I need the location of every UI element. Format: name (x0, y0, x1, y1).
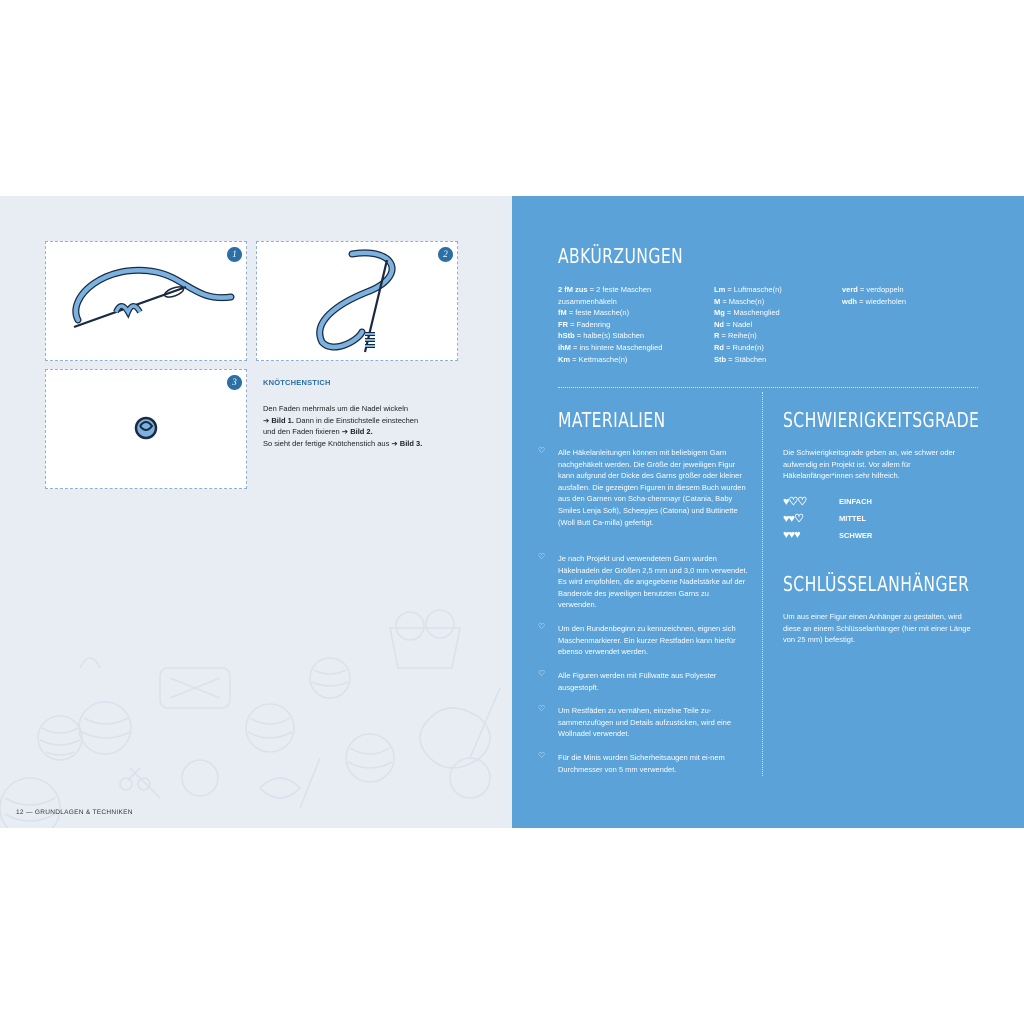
difficulty-level (783, 512, 866, 525)
needle-wrapping-illustration (46, 242, 246, 360)
difficulty-label: EINFACH (839, 497, 872, 506)
abbreviations-column-3 (842, 284, 962, 307)
step-number-badge: 1 (227, 247, 242, 262)
illustration-panel-3 (45, 369, 247, 489)
materials-item: Für die Minis wurden Sicherheitsaugen mit ei-nem Durchmesser von 5 mm verwendet. (558, 753, 725, 774)
abbr-entry: R = Reihe(n) (714, 331, 757, 341)
needle-insert-illustration (257, 242, 457, 360)
step-number-badge: 2 (438, 247, 453, 262)
heart-outline-icon: ♡ (538, 704, 546, 713)
step-heading: KNÖTCHENSTICH (263, 378, 331, 387)
abbr-entry: hStb = halbe(s) Stäbchen (558, 331, 645, 341)
heart-rating-icon: ♥♥♡ (783, 513, 803, 525)
illustration-panel-1 (45, 241, 247, 361)
abbr-entry: fM = feste Masche(n) (558, 308, 630, 318)
abbreviations-heading: ABKÜRZUNGEN (558, 244, 684, 268)
materials-item: Je nach Projekt und verwendetem Garn wurden Häkelnadeln der Größen 2,5 mm und 3,0 mm verwendet. Es wird empfohlen, die angegebene Nadelstärke auf der Banderole des jeweiligen benutzten Garns zu verwenden. (558, 554, 748, 610)
abbr-entry: ihM = ins hintere Maschenglied (558, 342, 663, 352)
abbr-entry: verd = verdoppeln (842, 285, 904, 294)
abbr-entry: zusammenhäkeln (558, 296, 617, 306)
difficulty-label: SCHWER (839, 530, 873, 540)
abbr-entry: 2 fM zus = 2 feste Maschen (558, 285, 652, 294)
instruction-line: und den Faden fixieren ➔ (263, 427, 351, 436)
materials-item: Um den Rundenbeginn zu kennzeichnen, eignen sich Maschenmarkierer. Ein kurzer Restfaden kann hierfür ebenso verwendet werden. (558, 624, 736, 657)
page-footer (16, 809, 133, 816)
abbreviations-column-2 (714, 284, 834, 365)
step-number-badge: 3 (227, 375, 242, 390)
heart-outline-icon: ♡ (538, 751, 546, 760)
heart-outline-icon: ♡ (538, 552, 546, 561)
left-page (0, 196, 512, 828)
yarn-doodle-background (0, 608, 512, 828)
abbr-entry: Km = Kettmasche(n) (558, 354, 628, 364)
materials-item: Alle Figuren werden mit Füllwatte aus Polyester ausgestopft. (558, 671, 717, 692)
figure-reference: Bild 1. (271, 415, 294, 425)
heart-rating-icon: ♥♥♥ (783, 529, 800, 541)
heart-outline-icon: ♡ (538, 669, 546, 678)
abbr-entry: M = Masche(n) (714, 296, 765, 306)
materials-item: Alle Häkelanleitungen können mit beliebigem Garn nachgehäkelt werden. Die Größe der jeweiligen Figur kann aufgrund der Dicke des Garns größer oder kleiner ausfallen. Die gezeigten Figuren in diesem Buch wurden aus den Garnen von Scha-chenmayr (Catania, Baby Smiles Lenja Soft), Scheepjes (Catona) und Buttinette (Woll Butt Ca-milla) gefertigt. (558, 448, 746, 527)
illustration-panel-2 (256, 241, 458, 361)
heart-outline-icon: ♡ (538, 622, 546, 631)
instruction-line: So sieht der fertige Knötchenstich aus ➔ (263, 438, 400, 448)
abbr-entry: FR = Fadenring (558, 319, 611, 329)
materials-heading: MATERIALIEN (558, 408, 666, 432)
abbr-entry: Stb = Stäbchen (714, 354, 767, 364)
page-number: 12 (16, 809, 24, 816)
heart-rating-icon: ♥♡♡ (783, 496, 807, 508)
abbr-entry: wdh = wiederholen (842, 296, 906, 306)
materials-item: Um Restfäden zu vernähen, einzelne Teile zu-sammenzufügen und Details aufzusticken, wird eine Wollnadel verwendet. (558, 706, 732, 739)
keychain-description: Um aus einer Figur einen Anhänger zu gestalten, wird diese an einem Schlüsselanhänger (hier mit einer Länge von 25 mm) befestigt. (783, 612, 971, 645)
difficulty-level (783, 495, 872, 508)
abbr-entry: Rd = Runde(n) (714, 342, 764, 352)
figure-reference: Bild 3. (399, 438, 423, 448)
arrow-text: ➔ (263, 415, 272, 425)
abbreviations-column-1 (558, 284, 708, 365)
abbr-entry: Mg = Maschenglied (714, 308, 780, 318)
finished-knot-illustration (46, 370, 246, 488)
section-title: GRUNDLAGEN & TECHNIKEN (34, 809, 133, 816)
keychain-heading: SCHLÜSSELANHÄNGER (783, 572, 970, 596)
figure-reference: Bild 2. (350, 427, 373, 436)
difficulty-level (783, 529, 872, 541)
instruction-line: Dann in die Einstichstelle einstechen (293, 415, 419, 425)
column-divider (762, 392, 763, 776)
footer-separator: — (25, 809, 33, 816)
step-instructions (263, 403, 463, 449)
section-divider (558, 387, 978, 388)
abbr-entry: Nd = Nadel (714, 319, 753, 329)
difficulty-description: Die Schwierigkeitsgrade geben an, wie schwer oder aufwendig ein Projekt ist. Vor allem für Häkelanfänger*innen sehr hilfreich. (783, 448, 956, 481)
heart-outline-icon: ♡ (538, 446, 546, 455)
instruction-line: Den Faden mehrmals um die Nadel wickeln (263, 404, 409, 413)
difficulty-heading: SCHWIERIGKEITSGRADE (783, 408, 980, 432)
difficulty-label: MITTEL (839, 514, 867, 523)
abbr-entry: Lm = Luftmasche(n) (714, 285, 782, 294)
